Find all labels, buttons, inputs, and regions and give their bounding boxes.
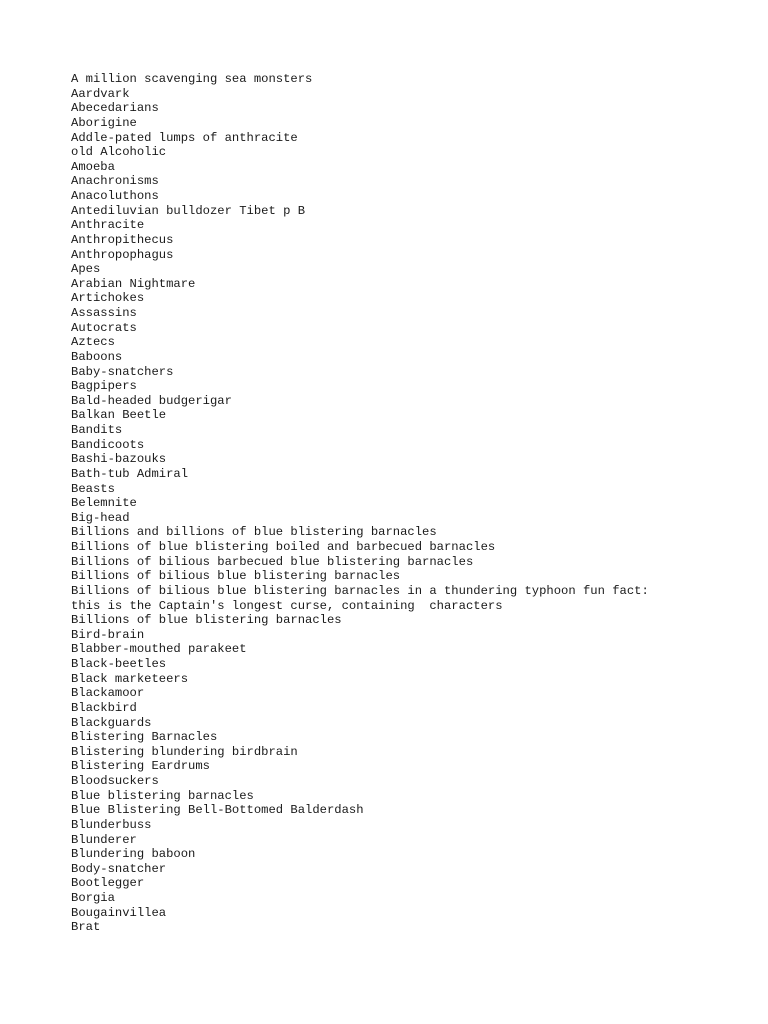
text-line: Bashi-bazouks [71, 452, 167, 467]
text-line: A million scavenging sea monsters [71, 72, 313, 86]
text-line: Black-beetles [71, 657, 167, 671]
text-line: Aborigine [71, 115, 137, 130]
text-line: Body-snatcher [71, 861, 167, 876]
text-line: this is the Captain's longest curse, containing characters [71, 598, 503, 613]
text-line: Borgia [71, 891, 115, 905]
text-line: Blackguards [71, 715, 152, 730]
text-line: Abecedarians [71, 101, 159, 116]
text-line: Billions of bilious blue blistering barnacles in a thundering typhoon fun fact: [71, 583, 649, 598]
text-line: Anthracite [71, 218, 145, 233]
text-line: Bougainvillea [71, 905, 167, 920]
text-line: Bald-headed budgerigar [71, 393, 232, 408]
text-line: Bootlegger [71, 876, 145, 891]
text-line: Aardvark [71, 86, 130, 101]
text-line: Bloodsuckers [71, 774, 159, 788]
text-line: Arabian Nightmare [71, 276, 196, 291]
text-line: Billions of blue blistering boiled and barbecued barnacles [71, 540, 496, 554]
text-line: Bath-tub Admiral [71, 466, 189, 481]
text-line: Blistering blundering birdbrain [71, 744, 298, 759]
text-line: Bandits [71, 423, 123, 437]
text-line: Belemnite [71, 496, 137, 511]
text-line: Baboons [71, 349, 123, 364]
text-line: Blue blistering barnacles [71, 788, 254, 803]
text-line: Aztecs [71, 335, 115, 350]
text-line: Beasts [71, 481, 115, 496]
text-line: Billions of bilious blue blistering barnacles [71, 569, 401, 584]
text-line: Brat [71, 920, 101, 935]
text-line: Balkan Beetle [71, 408, 167, 423]
text-line: Anthropophagus [71, 247, 174, 262]
text-line: Anachronisms [71, 174, 159, 189]
text-line: Antediluvian bulldozer Tibet p B [71, 203, 306, 218]
text-line: Big-head [71, 510, 130, 525]
text-line: Blundering baboon [71, 847, 196, 862]
text-line: Autocrats [71, 320, 137, 335]
text-line: Anthropithecus [71, 232, 174, 247]
text-line: Artichokes [71, 291, 145, 306]
text-line: Assassins [71, 306, 137, 320]
text-line: Billions and billions of blue blistering barnacles [71, 525, 437, 540]
text-line: Bird-brain [71, 627, 145, 642]
text-body [71, 72, 731, 935]
text-line: Blackbird [71, 700, 137, 715]
text-line: Blunderer [71, 832, 137, 847]
text-line: Billions of bilious barbecued blue blistering barnacles [71, 554, 474, 569]
text-line: Addle-pated lumps of anthracite [71, 130, 298, 145]
text-line: Billions of blue blistering barnacles [71, 613, 342, 628]
text-line: Blistering Eardrums [71, 759, 210, 774]
text-line: Blunderbuss [71, 817, 152, 832]
text-line: Bandicoots [71, 437, 145, 452]
text-line: Anacoluthons [71, 189, 159, 203]
text-line: Apes [71, 262, 101, 277]
text-line: Baby-snatchers [71, 364, 174, 379]
text-line: Black marketeers [71, 671, 189, 686]
text-line: Blistering Barnacles [71, 730, 218, 745]
text-line: Bagpipers [71, 379, 137, 394]
text-line: Blue Blistering Bell-Bottomed Balderdash [71, 803, 364, 818]
text-line: old Alcoholic [71, 145, 167, 160]
text-line: Blackamoor [71, 686, 145, 701]
text-line: Blabber-mouthed parakeet [71, 642, 247, 657]
text-line: Amoeba [71, 159, 115, 174]
